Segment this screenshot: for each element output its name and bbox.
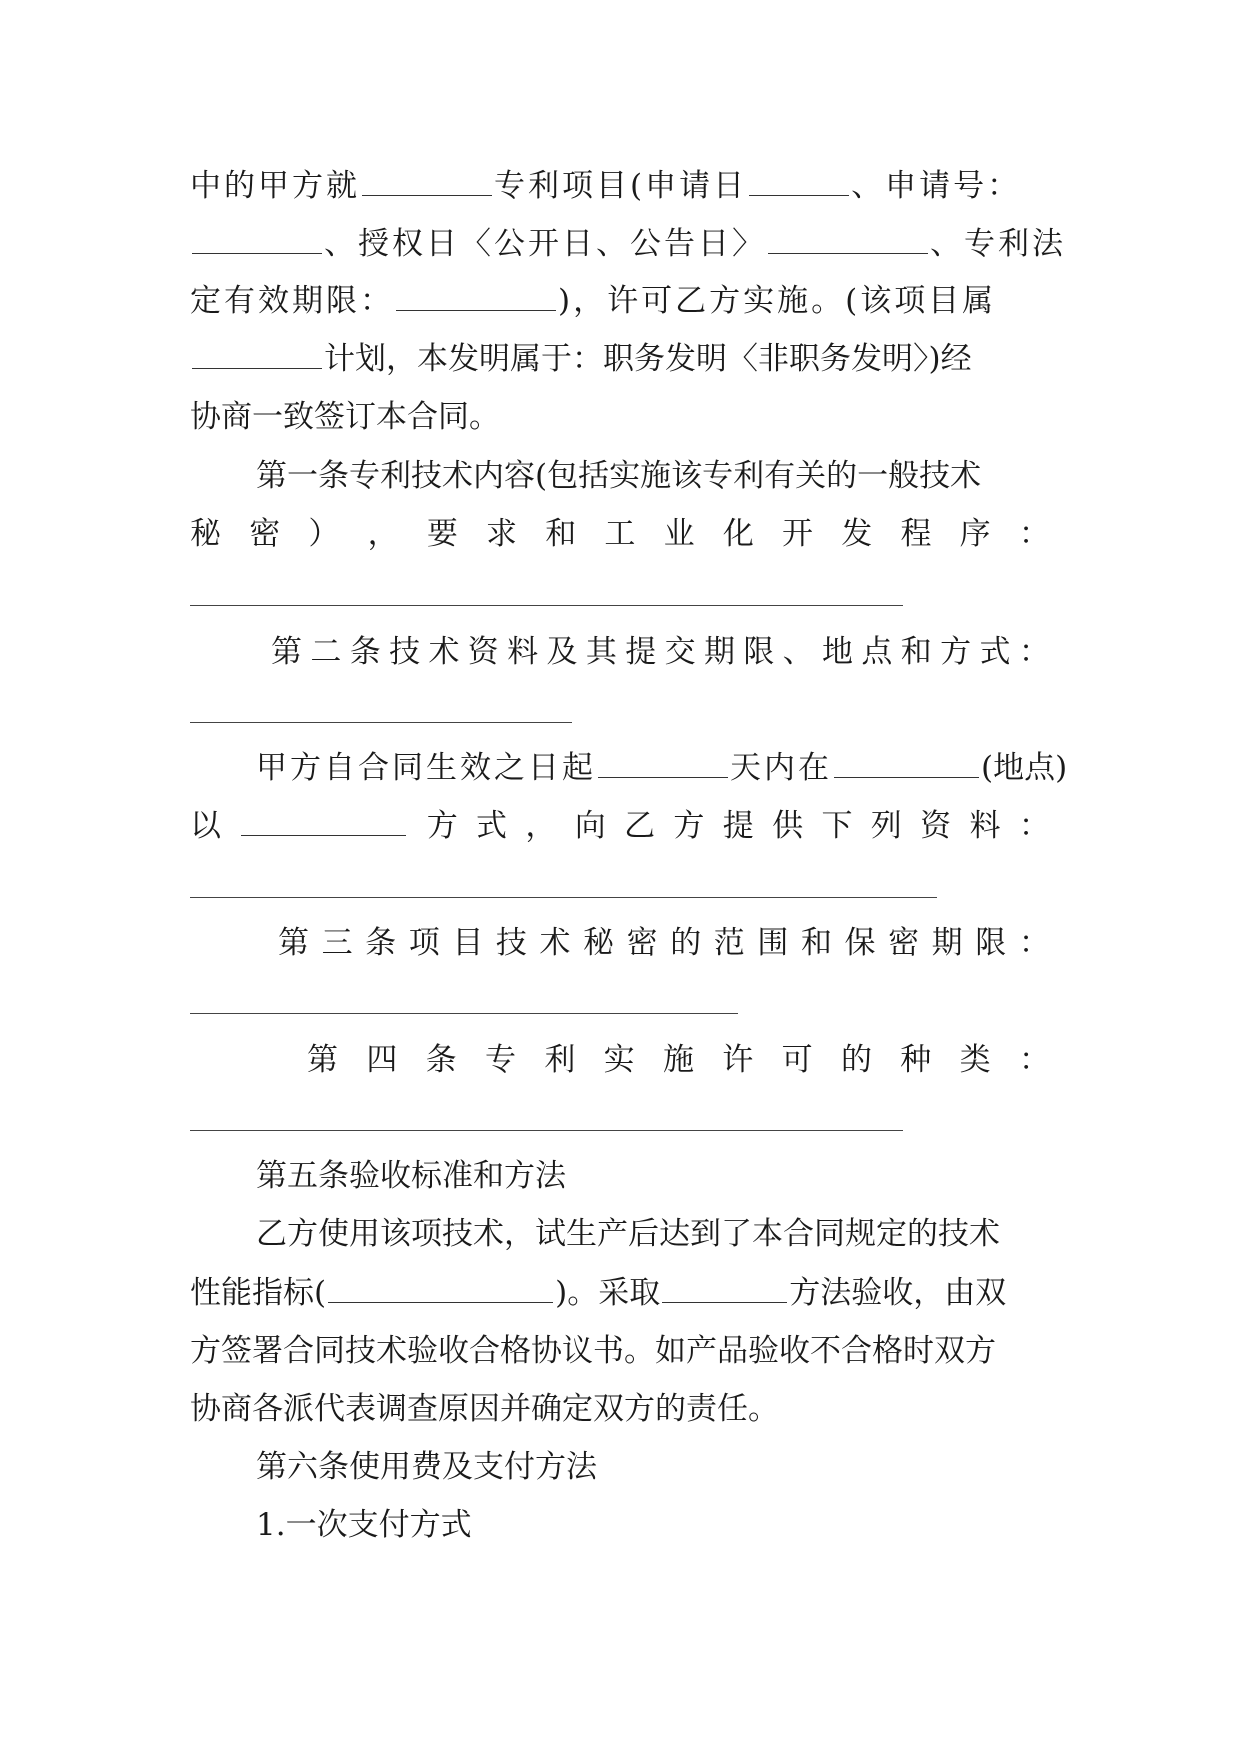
word: 列 [870,808,902,844]
article-2-line [271,622,1050,682]
word: 条 [425,1042,457,1078]
word: 实 [603,1042,635,1078]
word: ， [367,516,399,552]
word: 式 [476,808,508,844]
word: 和 [900,634,932,670]
article-5-line-2 [190,1263,1050,1323]
word: 种 [900,1042,932,1078]
word: 程 [900,516,932,552]
word: 秘 [190,516,221,552]
word: 术 [539,925,571,961]
word: 第 [271,634,302,670]
word: 求 [486,516,518,552]
word: 开 [782,516,814,552]
word: 条 [349,634,381,670]
word: 提 [625,634,657,670]
article-5-line-1 [256,1204,1050,1264]
word: 下 [821,808,853,844]
article-1-line-2 [190,504,1050,564]
text-fragment: 方签署合同技术验收合格协议书。如产品验收不合格时双方 [190,1333,996,1369]
word: 密 [888,925,920,961]
fill-blank-plan [192,338,322,369]
word: 四 [366,1042,398,1078]
word: ， [525,808,557,844]
text-fragment: 专利项目(申请日 [494,168,748,204]
text-fragment: )。采取 [555,1275,661,1311]
word: 料 [969,808,1001,844]
word: 限 [975,925,1007,961]
fill-rule-article-3 [190,1013,738,1014]
word: ： [1018,808,1050,844]
word: 和 [800,925,832,961]
text-fragment: 乙方使用该项技术，试生产后达到了本合同规定的技术 [256,1216,1000,1252]
article-1-line-1 [256,446,1050,506]
text-fragment: 第五条验收标准和方法 [256,1158,566,1194]
supply-line-2 [190,796,1050,856]
word: 二 [310,634,342,670]
word: 业 [663,516,695,552]
fill-rule-article-2 [190,722,572,723]
word: 资 [920,808,952,844]
word: 的 [840,1042,872,1078]
word: 范 [713,925,745,961]
word: 秘 [583,925,615,961]
text-fragment: 计划，本发明属于：职务发明〈非职务发明〉)经 [324,341,972,377]
word: 的 [670,925,702,961]
word: 工 [604,516,636,552]
word: 期 [931,925,963,961]
text-fragment: 性能指标( [190,1275,327,1311]
word: 资 [467,634,499,670]
article-6-title [256,1437,1050,1497]
word: ： [1018,634,1050,670]
word: 专 [484,1042,516,1078]
text-fragment: 甲方自合同生效之日起 [256,750,596,786]
word: 地 [822,634,854,670]
fill-blank-method [241,805,406,836]
word: 要 [426,516,458,552]
word: 发 [841,516,873,552]
word: 供 [772,808,804,844]
word: 可 [781,1042,813,1078]
word: 提 [722,808,754,844]
word: ： [1018,925,1050,961]
word: 密 [626,925,658,961]
word: 三 [321,925,353,961]
word: 第 [278,925,309,961]
text-fragment: (地点) [981,750,1068,786]
article-5-title [256,1146,1050,1206]
word: 其 [585,634,617,670]
word: 方 [426,808,458,844]
word: 方 [673,808,705,844]
word: 式 [979,634,1011,670]
word: 围 [757,925,789,961]
fill-rule-article-1 [190,605,903,606]
word: 和 [545,516,577,552]
word: ： [1018,1042,1050,1078]
text-fragment: 、授权日〈公开日、公告日〉 [324,226,766,262]
word: 项 [408,925,440,961]
article-5-line-4 [190,1379,1050,1439]
fill-rule-article-4 [190,1130,903,1131]
fill-blank-application-number [192,223,322,254]
fill-blank-validity [396,280,556,311]
text-fragment: 天内在 [730,750,832,786]
paragraph-line-3 [190,271,1050,331]
word: 以 [190,808,221,844]
paragraph-line-2 [190,214,1066,274]
text-fragment: 中的甲方就 [190,168,360,204]
word: 许 [722,1042,754,1078]
text-fragment: 协商一致签订本合同。 [190,399,500,435]
text-fragment: 1.一次支付方式 [256,1507,472,1543]
word: 术 [428,634,460,670]
word: 期 [703,634,735,670]
text-fragment: 第六条使用费及支付方法 [256,1449,597,1485]
article-5-line-3 [190,1321,1050,1381]
article-6-item-1 [256,1495,1050,1555]
fill-blank-patent [362,165,492,196]
word: 方 [940,634,972,670]
word: 向 [574,808,606,844]
word: 料 [507,634,539,670]
text-fragment: 定有效期限： [190,283,394,319]
text-fragment: 协商各派代表调查原因并确定双方的责任。 [190,1391,779,1427]
paragraph-line-5 [190,387,1050,447]
text-fragment: 、专利法 [930,226,1066,262]
text-fragment: 第一条专利技术内容(包括实施该专利有关的一般技术 [256,458,982,494]
word: 条 [365,925,397,961]
word: 施 [662,1042,694,1078]
word: ） [308,516,340,552]
fill-blank-performance [328,1272,553,1303]
fill-blank-location [834,747,979,778]
word: 化 [722,516,754,552]
paragraph-line-4 [190,329,1050,389]
text-fragment: 方法验收，由双 [789,1275,1007,1311]
word: 序 [959,516,991,552]
word: 交 [664,634,696,670]
paragraph-line-1 [190,156,1050,216]
word: 密 [249,516,281,552]
fill-blank-acceptance-method [662,1272,787,1303]
text-fragment: )，许可乙方实施。(该项目属 [558,283,997,319]
word: 点 [861,634,893,670]
word: 乙 [624,808,656,844]
word: 目 [452,925,484,961]
supply-line-1 [256,738,1068,798]
word: 类 [959,1042,991,1078]
fill-blank-days [598,747,728,778]
word: 技 [389,634,421,670]
fill-rule-supply [190,897,937,898]
word: ： [1018,516,1050,552]
word: 第 [307,1042,338,1078]
text-fragment: 、申请号： [851,168,1022,204]
word: 、 [782,634,814,670]
article-3-line [278,913,1050,973]
article-4-line [307,1030,1050,1090]
fill-blank-application-date [749,165,849,196]
word: 限 [743,634,775,670]
word: 保 [844,925,876,961]
fill-blank-grant-date [768,223,928,254]
word: 及 [546,634,578,670]
word: 利 [544,1042,576,1078]
word: 技 [495,925,527,961]
